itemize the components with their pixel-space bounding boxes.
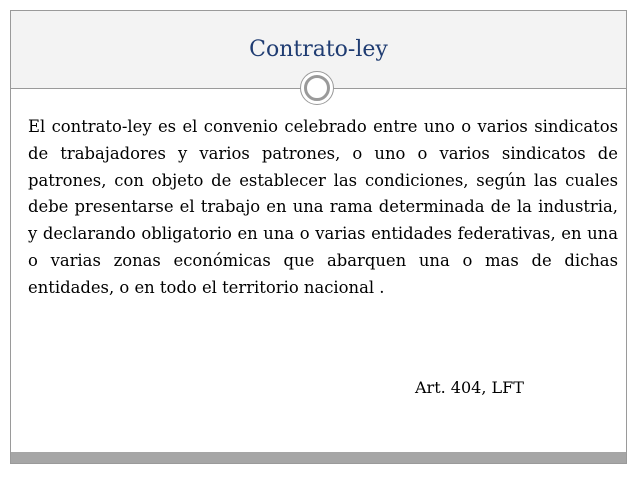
slide bbox=[10, 10, 627, 464]
divider-circle-inner-ring bbox=[304, 75, 330, 101]
bottom-bar bbox=[11, 452, 626, 463]
slide-title: Contrato-ley bbox=[249, 37, 388, 62]
divider-circle-ornament bbox=[300, 71, 334, 105]
body-paragraph: El contrato-ley es el convenio celebrado entre uno o varios sindicatos de trabajadores y varios patrones, o uno o varios sindicatos de patrones, con objeto de establecer las condiciones, según las cuales debe presentarse el trabajo en una rama determinada de la industria, y declarando obligatorio en una o varias entidades federativas, en una o varias zonas económicas que abarquen una o mas de dichas entidades, o en todo el territorio nacional . bbox=[28, 117, 618, 297]
citation: Art. 404, LFT bbox=[415, 378, 524, 397]
